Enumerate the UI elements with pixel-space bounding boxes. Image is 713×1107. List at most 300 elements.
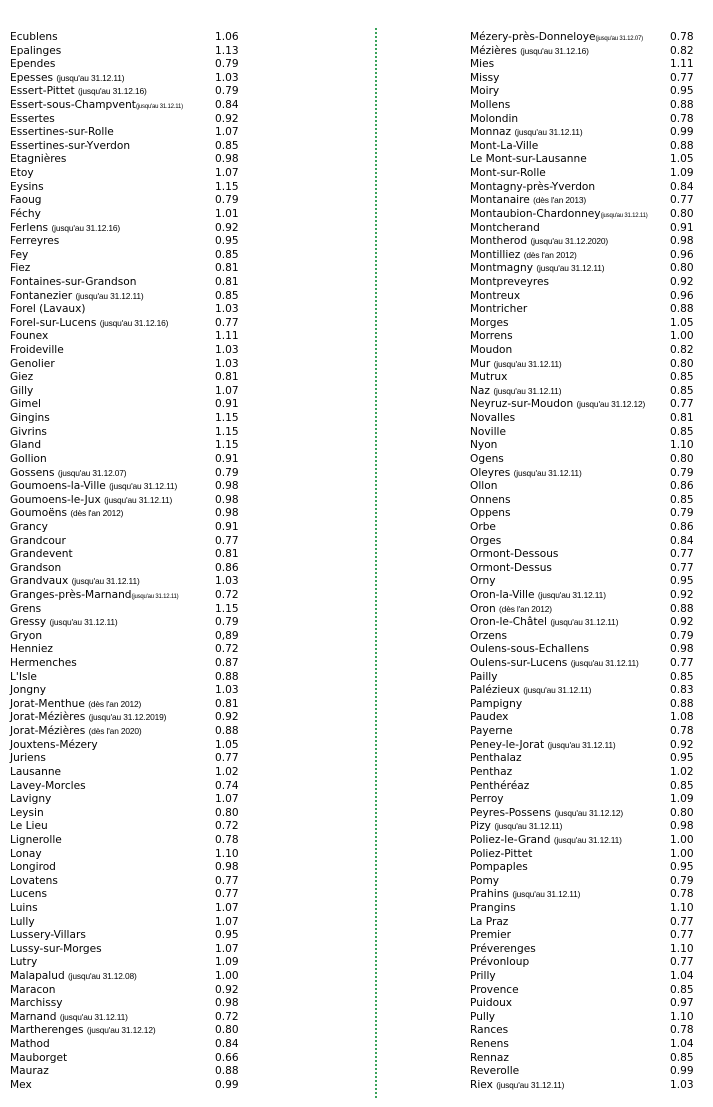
list-item bbox=[470, 793, 702, 807]
coefficient-value: 0.77 bbox=[670, 561, 694, 574]
list-item bbox=[470, 45, 702, 59]
commune-name-cell bbox=[10, 643, 53, 657]
list-item bbox=[10, 249, 250, 263]
commune-name: Founex bbox=[10, 330, 49, 343]
commune-name-cell bbox=[470, 303, 527, 317]
commune-name: Rennaz bbox=[470, 1051, 509, 1064]
list-item bbox=[470, 780, 702, 794]
commune-name: Premier bbox=[470, 929, 511, 942]
commune-name: Oulens-sur-Lucens bbox=[470, 657, 568, 670]
coefficient-value: 0.99 bbox=[215, 1078, 239, 1091]
commune-name: Neyruz-sur-Moudon bbox=[470, 398, 574, 411]
commune-name-cell bbox=[10, 58, 55, 72]
commune-name: Lavigny bbox=[10, 793, 52, 806]
commune-name-cell bbox=[10, 861, 56, 875]
commune-name-cell bbox=[470, 467, 582, 481]
list-item bbox=[10, 208, 250, 222]
list-item bbox=[470, 181, 702, 195]
list-item bbox=[10, 630, 250, 644]
list-item bbox=[470, 398, 702, 412]
list-item bbox=[470, 249, 702, 263]
commune-name: Givrins bbox=[10, 425, 47, 438]
commune-name-cell bbox=[10, 140, 130, 154]
list-item bbox=[10, 494, 250, 508]
commune-name-cell bbox=[470, 766, 512, 780]
commune-name: Penthéréaz bbox=[470, 779, 530, 792]
commune-name: Pomy bbox=[470, 874, 500, 887]
commune-name: Montherod bbox=[470, 235, 528, 248]
commune-name: Mies bbox=[470, 58, 495, 71]
commune-name: Epesses bbox=[10, 71, 54, 84]
commune-name: Mauborget bbox=[10, 1051, 68, 1064]
commune-name-cell bbox=[470, 1011, 495, 1025]
coefficient-value: 1.03 bbox=[215, 344, 239, 357]
list-item bbox=[470, 956, 702, 970]
coefficient-value: 0.92 bbox=[215, 983, 239, 996]
commune-name-cell bbox=[470, 616, 618, 630]
list-item bbox=[10, 589, 250, 603]
commune-name: Le Lieu bbox=[10, 820, 48, 833]
commune-name-cell bbox=[470, 85, 499, 99]
commune-name: Fiez bbox=[10, 262, 31, 275]
commune-name: Essert-Pittet bbox=[10, 85, 75, 98]
list-item bbox=[470, 997, 702, 1011]
commune-name-cell bbox=[10, 562, 61, 576]
list-item bbox=[10, 181, 250, 195]
coefficient-value: 0.88 bbox=[670, 99, 694, 112]
commune-name-cell bbox=[470, 439, 497, 453]
commune-name-cell bbox=[10, 153, 66, 167]
commune-name-cell bbox=[470, 276, 549, 290]
list-item bbox=[470, 113, 702, 127]
list-item bbox=[10, 45, 250, 59]
commune-name: Peney-le-Jorat bbox=[470, 738, 545, 751]
list-item bbox=[10, 358, 250, 372]
commune-name-cell bbox=[470, 603, 552, 617]
list-item bbox=[10, 58, 250, 72]
list-item bbox=[10, 943, 250, 957]
list-item bbox=[470, 671, 702, 685]
commune-name-cell bbox=[10, 671, 37, 685]
commune-name-cell bbox=[10, 194, 42, 208]
list-item bbox=[10, 725, 250, 739]
list-item bbox=[470, 126, 702, 140]
list-item bbox=[10, 1065, 250, 1079]
list-item bbox=[470, 562, 702, 576]
coefficient-value: 0.79 bbox=[670, 874, 694, 887]
validity-note: (jusqu'au 31.12.11) bbox=[547, 739, 616, 750]
commune-name-cell bbox=[10, 208, 41, 222]
commune-name: Mex bbox=[10, 1078, 32, 1091]
commune-name: Onnens bbox=[470, 493, 511, 506]
coefficient-value: 0.77 bbox=[670, 398, 694, 411]
commune-name-cell bbox=[470, 902, 516, 916]
coefficient-value: 0.77 bbox=[670, 548, 694, 561]
coefficient-value: 1.00 bbox=[670, 833, 694, 846]
commune-name-cell bbox=[470, 140, 538, 154]
left-column bbox=[10, 31, 250, 1093]
coefficient-value: 0.77 bbox=[670, 657, 694, 670]
commune-name-cell bbox=[10, 1024, 155, 1038]
commune-name: Oulens-sous-Echallens bbox=[470, 643, 589, 656]
commune-name: Etoy bbox=[10, 167, 34, 180]
list-item bbox=[10, 711, 250, 725]
commune-name-cell bbox=[470, 997, 512, 1011]
commune-name: Lussy-sur-Morges bbox=[10, 942, 102, 955]
commune-name-cell bbox=[470, 290, 520, 304]
list-item bbox=[470, 494, 702, 508]
list-item bbox=[10, 480, 250, 494]
coefficient-value: 0.87 bbox=[215, 657, 239, 670]
coefficient-value: 0.92 bbox=[670, 738, 694, 751]
commune-name: Prévonloup bbox=[470, 956, 530, 969]
commune-name: Orzens bbox=[470, 629, 508, 642]
list-item bbox=[470, 1065, 702, 1079]
commune-name-cell bbox=[470, 929, 511, 943]
list-item bbox=[470, 330, 702, 344]
commune-name-cell bbox=[10, 807, 44, 821]
list-item bbox=[470, 358, 702, 372]
commune-name: Lonay bbox=[10, 847, 42, 860]
commune-name: Riex bbox=[470, 1078, 493, 1091]
commune-name: Peyres-Possens bbox=[470, 806, 552, 819]
coefficient-value: 0.98 bbox=[215, 153, 239, 166]
commune-name: L'Isle bbox=[10, 670, 37, 683]
commune-name: Missy bbox=[470, 71, 500, 84]
commune-name: Reverolle bbox=[470, 1065, 520, 1078]
validity-note: (jusqu'au 31.12.11) bbox=[536, 263, 605, 274]
list-item bbox=[470, 766, 702, 780]
list-item bbox=[470, 153, 702, 167]
list-item bbox=[10, 467, 250, 481]
commune-name: Luins bbox=[10, 902, 38, 914]
coefficient-value: 0.72 bbox=[215, 643, 239, 656]
coefficient-value: 0.79 bbox=[670, 629, 694, 642]
coefficient-value: 0.81 bbox=[215, 548, 239, 561]
list-item bbox=[10, 562, 250, 576]
commune-name: Goumoens-le-Jux bbox=[10, 493, 101, 506]
list-item bbox=[10, 603, 250, 617]
commune-name-cell bbox=[470, 412, 515, 426]
coefficient-value: 0.81 bbox=[215, 262, 239, 275]
list-item bbox=[470, 58, 702, 72]
commune-name: Juriens bbox=[10, 752, 46, 765]
coefficient-value: 1.02 bbox=[670, 765, 694, 778]
commune-name-cell bbox=[470, 521, 496, 535]
list-item bbox=[470, 929, 702, 943]
commune-name-cell bbox=[470, 262, 604, 276]
commune-name: Montilliez bbox=[470, 248, 521, 261]
list-item bbox=[470, 31, 702, 45]
list-item bbox=[10, 330, 250, 344]
commune-name: Lussery-Villars bbox=[10, 929, 86, 942]
list-item bbox=[10, 507, 250, 521]
list-item bbox=[10, 657, 250, 671]
commune-name-cell bbox=[470, 861, 528, 875]
commune-name: Nyon bbox=[470, 439, 498, 452]
coefficient-value: 0.85 bbox=[670, 779, 694, 792]
coefficient-value: 0.98 bbox=[670, 820, 694, 833]
commune-name-cell bbox=[470, 548, 558, 562]
list-item bbox=[470, 643, 702, 657]
column-divider bbox=[375, 28, 377, 1098]
commune-name: Fey bbox=[10, 248, 29, 261]
coefficient-value: 0.79 bbox=[215, 194, 239, 207]
list-item bbox=[10, 194, 250, 208]
list-item bbox=[470, 480, 702, 494]
commune-name: Ormont-Dessus bbox=[470, 561, 552, 574]
coefficient-value: 0.81 bbox=[670, 412, 694, 425]
commune-name: Oleyres bbox=[470, 466, 511, 479]
coefficient-value: 1.09 bbox=[215, 956, 239, 969]
commune-name-cell bbox=[10, 167, 34, 181]
coefficient-value: 1.04 bbox=[670, 1038, 694, 1051]
coefficient-value: 1.06 bbox=[215, 31, 239, 43]
commune-name-cell bbox=[470, 562, 552, 576]
validity-note: (jusqu'au 31.12.11) bbox=[553, 834, 622, 845]
list-item bbox=[470, 1038, 702, 1052]
commune-name-cell bbox=[470, 888, 580, 902]
validity-note: (jusqu'au 31.12.16) bbox=[78, 86, 147, 97]
commune-name-cell bbox=[470, 807, 623, 821]
commune-name: Mont-La-Ville bbox=[470, 139, 539, 152]
coefficient-value: 0.79 bbox=[215, 466, 239, 479]
validity-note: (jusqu'au 31.12.11) bbox=[109, 481, 178, 492]
coefficient-value: 0.66 bbox=[215, 1051, 239, 1064]
coefficient-value: 0.78 bbox=[670, 725, 694, 738]
commune-name: Eysins bbox=[10, 180, 44, 193]
commune-name-cell bbox=[10, 535, 66, 549]
commune-name-cell bbox=[10, 1052, 67, 1066]
commune-name: Naz bbox=[470, 384, 490, 397]
coefficient-value: 1.15 bbox=[215, 602, 239, 615]
validity-note: (jusqu'au 31.12.11) bbox=[59, 1011, 128, 1022]
list-item bbox=[10, 31, 250, 45]
commune-name: Montaubion-Chardonney bbox=[470, 207, 601, 220]
coefficient-value: 1.05 bbox=[670, 316, 694, 329]
coefficient-value: 0.92 bbox=[670, 588, 694, 601]
list-item bbox=[470, 984, 702, 998]
commune-name: Longirod bbox=[10, 861, 56, 874]
commune-name-cell bbox=[470, 698, 522, 712]
commune-name-cell bbox=[10, 439, 41, 453]
commune-name: Prilly bbox=[470, 970, 496, 983]
list-item bbox=[470, 575, 702, 589]
commune-name-cell bbox=[470, 344, 512, 358]
commune-name: Malapalud bbox=[10, 970, 65, 983]
list-item bbox=[470, 916, 702, 930]
commune-name: Gingins bbox=[10, 412, 50, 425]
validity-note: (jusqu'au 31.12.11) bbox=[496, 1079, 565, 1090]
list-item bbox=[10, 113, 250, 127]
coefficient-value: 0.77 bbox=[670, 956, 694, 969]
coefficient-value: 1.11 bbox=[670, 58, 694, 71]
commune-name-cell bbox=[10, 698, 141, 712]
coefficient-value: 0.85 bbox=[670, 384, 694, 397]
commune-name-cell bbox=[470, 535, 501, 549]
list-item bbox=[470, 861, 702, 875]
commune-name: Jorat-Mézières bbox=[10, 725, 86, 738]
coefficient-value: 1.05 bbox=[670, 153, 694, 166]
commune-name-cell bbox=[470, 943, 536, 957]
commune-name-cell bbox=[10, 834, 62, 848]
commune-name-cell bbox=[10, 916, 35, 930]
commune-name: Orny bbox=[470, 575, 496, 588]
list-item bbox=[10, 780, 250, 794]
list-item bbox=[470, 535, 702, 549]
list-item bbox=[10, 453, 250, 467]
list-item bbox=[470, 140, 702, 154]
coefficient-value: 0.83 bbox=[670, 684, 694, 697]
list-item bbox=[470, 820, 702, 834]
commune-name: Orbe bbox=[470, 520, 496, 533]
coefficient-value: 0.91 bbox=[215, 520, 239, 533]
commune-name-cell bbox=[470, 970, 496, 984]
commune-name-cell bbox=[10, 412, 50, 426]
list-item bbox=[10, 99, 250, 113]
list-item bbox=[10, 902, 250, 916]
list-item bbox=[470, 276, 702, 290]
list-item bbox=[470, 235, 702, 249]
coefficient-value: 0.74 bbox=[215, 779, 239, 792]
coefficient-value: 0.91 bbox=[215, 452, 239, 465]
commune-name-cell bbox=[470, 249, 577, 263]
list-item bbox=[10, 276, 250, 290]
commune-name: Payerne bbox=[470, 725, 513, 738]
coefficient-value: 0.84 bbox=[670, 180, 694, 193]
commune-name: Marnand bbox=[10, 1010, 57, 1023]
list-item bbox=[470, 344, 702, 358]
commune-name-cell bbox=[470, 317, 509, 331]
coefficient-value: 1.10 bbox=[215, 847, 239, 860]
coefficient-value: 1.01 bbox=[215, 207, 239, 220]
commune-name: Paudex bbox=[470, 711, 509, 724]
commune-name-cell bbox=[10, 1065, 49, 1079]
commune-name-cell bbox=[10, 997, 63, 1011]
commune-name: Mézières bbox=[470, 44, 517, 57]
commune-name: La Praz bbox=[470, 915, 509, 928]
coefficient-value: 0.92 bbox=[215, 112, 239, 125]
commune-name: Lutry bbox=[10, 956, 38, 969]
commune-name: Orges bbox=[470, 534, 502, 547]
list-item bbox=[10, 956, 250, 970]
commune-name-cell bbox=[470, 793, 504, 807]
commune-name: Ecublens bbox=[10, 31, 58, 43]
coefficient-value: 0.80 bbox=[215, 1024, 239, 1037]
commune-name: Mur bbox=[470, 357, 491, 370]
commune-name-cell bbox=[470, 711, 508, 725]
validity-note: (jusqu'au 31.12.16) bbox=[99, 317, 169, 328]
list-item bbox=[10, 616, 250, 630]
list-item bbox=[10, 385, 250, 399]
coefficient-value: 0.72 bbox=[215, 1010, 239, 1023]
validity-note: (jusqu'au 31.12.2019) bbox=[88, 712, 167, 723]
commune-name-cell bbox=[10, 126, 114, 140]
validity-note: (jusqu'au 31.12.11) bbox=[550, 617, 619, 628]
coefficient-value: 1.03 bbox=[215, 684, 239, 697]
coefficient-value: 0.98 bbox=[215, 480, 239, 493]
validity-note: (jusqu'au 31.12.11) bbox=[131, 593, 179, 600]
commune-name: Jouxtens-Mézery bbox=[10, 738, 98, 751]
commune-name-cell bbox=[10, 630, 42, 644]
list-item bbox=[10, 72, 250, 86]
list-item bbox=[470, 725, 702, 739]
commune-name-cell bbox=[10, 1079, 32, 1093]
coefficient-value: 0.91 bbox=[670, 221, 694, 234]
coefficient-value: 0.85 bbox=[670, 1051, 694, 1064]
commune-name-cell bbox=[10, 371, 33, 385]
list-item bbox=[10, 167, 250, 181]
coefficient-value: 0.80 bbox=[670, 357, 694, 370]
list-item bbox=[470, 371, 702, 385]
list-item bbox=[470, 521, 702, 535]
list-item bbox=[470, 807, 702, 821]
coefficient-value: 0.88 bbox=[670, 303, 694, 316]
coefficient-value: 1.10 bbox=[670, 902, 694, 914]
commune-name-cell bbox=[470, 752, 522, 766]
commune-name-cell bbox=[470, 113, 518, 127]
commune-name-cell bbox=[470, 739, 616, 753]
commune-name: Grens bbox=[10, 602, 42, 615]
coefficient-value: 0.72 bbox=[215, 820, 239, 833]
commune-name-cell bbox=[470, 630, 507, 644]
commune-name: Palézieux bbox=[470, 684, 520, 697]
commune-name: Pizy bbox=[470, 820, 491, 833]
commune-name-cell bbox=[10, 235, 59, 249]
commune-name: Poliez-Pittet bbox=[470, 847, 533, 860]
coefficient-value: 0.88 bbox=[670, 602, 694, 615]
commune-name-cell bbox=[10, 276, 136, 290]
commune-name: Mathod bbox=[10, 1038, 50, 1051]
list-item bbox=[470, 888, 702, 902]
commune-name: Montmagny bbox=[470, 262, 534, 275]
commune-name: Perroy bbox=[470, 793, 504, 806]
commune-name-cell bbox=[470, 45, 589, 59]
list-item bbox=[10, 1052, 250, 1066]
coefficient-value: 1.15 bbox=[215, 412, 239, 425]
commune-name: Gryon bbox=[10, 629, 43, 642]
commune-name-cell bbox=[10, 330, 48, 344]
commune-name: Gressy bbox=[10, 616, 47, 629]
list-item bbox=[10, 916, 250, 930]
commune-name-cell bbox=[10, 494, 172, 508]
commune-name: Noville bbox=[470, 425, 507, 438]
list-item bbox=[10, 766, 250, 780]
commune-name-cell bbox=[470, 153, 587, 167]
coefficient-value: 0.84 bbox=[215, 1038, 239, 1051]
commune-name-cell bbox=[470, 684, 591, 698]
list-item bbox=[470, 1079, 702, 1093]
validity-note: (dès l'an 2012) bbox=[88, 698, 142, 709]
list-item bbox=[470, 711, 702, 725]
commune-name: Ormont-Dessous bbox=[470, 548, 559, 561]
coefficient-value: 0.77 bbox=[670, 915, 694, 928]
validity-note: (jusqu'au 31.12.12) bbox=[86, 1025, 156, 1036]
commune-name: Lully bbox=[10, 915, 35, 928]
commune-name-cell bbox=[10, 222, 120, 236]
coefficient-value: 0.84 bbox=[215, 99, 239, 112]
commune-name-cell bbox=[10, 875, 58, 889]
commune-name: Moiry bbox=[470, 85, 500, 98]
commune-name-cell bbox=[10, 385, 33, 399]
commune-name: Grandvaux bbox=[10, 575, 69, 588]
commune-name: Novalles bbox=[470, 412, 516, 425]
commune-name-cell bbox=[470, 575, 496, 589]
commune-name: Forel (Lavaux) bbox=[10, 303, 86, 316]
coefficient-value: 1.07 bbox=[215, 793, 239, 806]
commune-name: Fontaines-sur-Grandson bbox=[10, 275, 137, 288]
validity-note: (dès l'an 2012) bbox=[523, 249, 577, 260]
